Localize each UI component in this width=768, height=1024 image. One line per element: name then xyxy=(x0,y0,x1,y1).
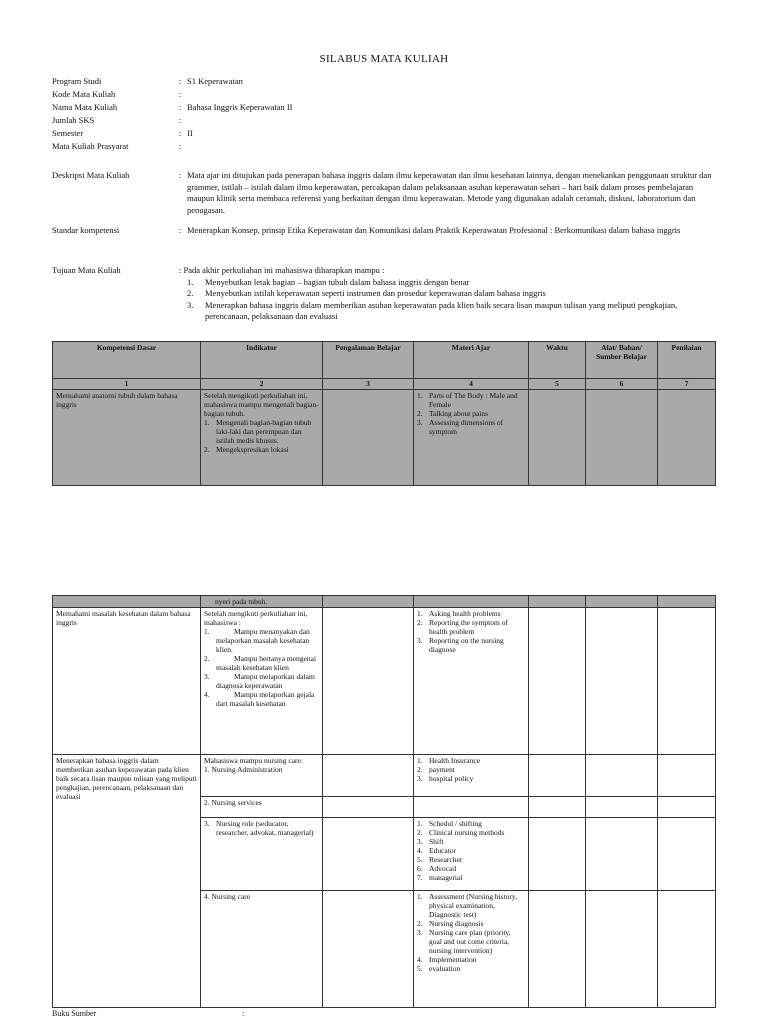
tujuan-block xyxy=(52,265,717,325)
tujuan-item: 3. Menerapkan bahasa inggris dalam memberikan asuhan keperawatan pada klien baik secara lisan maupun tulisan yang meliputi pengkajian, perencanaan, pelaksanaan dan evaluasi xyxy=(187,299,678,321)
materi-cell: 1. Schedul / shifting 2. Clinical nursing methods 3. Shift 4. Educator 5. Researcher 6. Advocad 7. managerial xyxy=(414,818,529,891)
deskripsi-block: Deskripsi Mata Kuliah : Mata ajar ini ditujukan pada penerapan bahasa inggris dalam ilmu keperawatan dan ilmu kesehatan lainnya, dengan menekankan penggunaan struktur dan grammer, istilah – istilah dalam ilmu keperawatan, percakapan dalam pelaksanaan asuhan keperawatan sehari – hari baik dalam proses pembelajaran maupun klinik serta membaca referensi yang berkaitan dengan ilmu keperawatan. Metode yang digunakan adalah ceramah, diskusi, laboratorium dan penugasan. xyxy=(52,170,717,218)
header-alat: Alat/ Bahan/ Sumber Belajar xyxy=(586,342,658,379)
indikator-cell: 4. Nursing care xyxy=(201,891,323,1008)
table-row xyxy=(53,390,716,486)
materi-cell: 1. Assessment (Nursing history, physical examination, Diagnostic test) 2. Nursing diagnosis 3. Nursing care plan (priority, goal and out come criteria, nursing intervention) 4. Implementation 5. evaluation xyxy=(414,891,529,1008)
header-materi: Materi Ajar xyxy=(414,342,529,379)
syllabus-table-1 xyxy=(52,341,716,486)
tujuan-label: Tujuan Mata Kuliah xyxy=(52,265,121,275)
header-waktu: Waktu xyxy=(529,342,586,379)
header-kompetensi: Kompetensi Dasar xyxy=(53,342,201,379)
header-indikator: Indikator xyxy=(201,342,323,379)
standar-label: Standar kompetensi xyxy=(52,225,120,235)
indikator-cell: Mahasiswa mampu nursing care: 1. Nursing Administration xyxy=(201,755,323,797)
materi-cell: 1. Asking health problems 2. Reporting the symptom of health problem 3. Reporting on the nursing diagnose xyxy=(414,608,529,755)
header-penilaian: Penilaian xyxy=(658,342,716,379)
indikator-cell: Setelah mengikuti perkuliahan ini, mahasiswa mampu mengenali bagian-bagian tubuh. 1. Mengenali bagian-bagian tubuh laki-laki dan perempuan dan istilah medis khusus. 2. Mengekspresikan lokasi xyxy=(201,390,323,486)
table-row xyxy=(53,608,716,755)
deskripsi-text: Mata ajar ini ditujukan pada penerapan bahasa inggris dalam ilmu keperawatan dan ilmu kesehatan lainnya, dengan menekankan penggunaan struktur dan grammer, istilah – istilah dalam ilmu keperawatan, percakapan dalam pelaksanaan asuhan keperawatan sehari – hari baik dalam proses pembelajaran maupun klinik serta membaca referensi yang berkaitan dengan ilmu keperawatan. Metode yang digunakan adalah ceramah, diskusi, laboratorium dan penugasan. xyxy=(187,170,712,215)
page-title: SILABUS MATA KULIAH xyxy=(319,53,449,65)
tujuan-item: 1. Menyebutkan letak bagian – bagian tubuh dalam bahasa inggris dengan benar xyxy=(187,276,470,287)
kd-cell: Menerapkan bahasa inggris dalam memberikan asuhan keperawatan pada klien baik secara lisan maupun tulisan yang meliputi pengkajian, perencanaan, pelaksanaan dan evaluasi xyxy=(53,755,201,1008)
table-number-row: 1 2 3 4 5 6 7 xyxy=(53,379,716,390)
indikator-cell: 3. Nursing role (seducator, researcher, advokat, managerial) xyxy=(201,818,323,891)
kd-cell: Memahami anatomi tubuh dalam bahasa inggris xyxy=(53,390,201,486)
table-row xyxy=(53,755,716,797)
tujuan-item: 2. Menyebutkan istilah keperawatan seperti instrumen dan prosedur keperawatan dalam bahasa inggris xyxy=(187,288,546,298)
indikator-cell: 2. Nursing services xyxy=(201,797,323,818)
document-page: SILABUS MATA KULIAH Program Studi : S1 Keperawatan Kode Mata Kuliah : Nama Mata Kuliah : Bahasa Inggris Keperawatan II Jumlah SKS : Semester : II Mata Kuliah Prasyarat : Deskripsi Mata Kuliah : Mata ajar ini ditujukan pada penerapan bahasa inggris dalam ilmu keperawatan dan ilmu kesehatan lainnya, dengan menekankan penggunaan struktur dan grammer, istilah – istilah dalam ilmu keperawatan, percakapan dalam pelaksanaan asuhan keperawatan sehari – hari baik dalam proses pembelajaran maupun klinik serta membaca referensi yang berkaitan dengan ilmu keperawatan. Metode yang digunakan adalah ceramah, diskusi, laboratorium dan penugasan. Standar kompetensi : Menerapkan Konsep, prinsip Etika Keperawatan dan Komunikasi dalam Praktik Keperawatan Profesional : Berkomunikasi dalam bahasa inggris Tujuan Mata Kuliah : Pada akhir perkuliahan ini mahasiswa diharapkan mampu : 1. Menyebutkan letak bagian – bagian tubuh dalam bahasa inggris dengan benar 2. Menyebutkan istilah keperawatan seperti instrumen dan prosedur keperawatan dalam bahasa inggris 3. Menerapkan bahasa inggris dalam memberikan asuhan keperawatan pada klien baik secara lisan maupun tulisan yang meliputi pengkajian, perencanaan, pelaksanaan dan evaluasi Kompetensi Dasar Indikator Pengalaman Belajar Materi Ajar Waktu Alat/ Bahan/ Sumber Belajar Penilaian 1 2 3 4 5 6 7 Memahami anatomi tubuh dalam bahasa inggris Setelah mengikuti perkuliahan ini, mahasiswa mampu mengenali bagian-bagian tubuh. 1. Mengenali bagian-bagian tubuh laki-laki dan perempuan dan istilah medis khusus. 2. Mengekspresikan lokasi 1. Parts of The Body : Male and Female 2. Talking about pains 3. Assessing dimensions of symptom nyeri pada tubuh. Memahami masalah kesehatan dalam bahasa inggris Setelah mengikuti perkuliahan ini, mahasiswa : 1. Mampu menanyakan dan melaporkan masalah kesehatan klien. 2. Mampu bertanya mengenai masalah kesehatan klien 3. Mampu melaporkan dalam diagnosa keperawatan 4. Mampu melaporkan gejala dari masalah kesehatan 1. Asking health problems 2. Reporting the symptom of health problem 3. Reporting on the nursing diagnose Menerapkan bahasa inggris dalam memberikan asuhan keperawatan pada klien baik secara lisan maupun tulisan yang meliputi pengkajian, perencanaan, pelaksanaan dan evaluasi Mahasiswa mampu nursing care: 1. Nursing Administration 1. Health Insurance 2. payment 3. hospital policy 2. Nursing services 3. Nursing role (seducator, researcher, advokat, managerial) 1. Schedul / shifting 2. Clinical nursing methods 3. Shift 4. Educator 5. Researcher 6. Advocad 7. managerial 4. Nursing care 1. Assessment (Nursing history, physical examination, Diagnostic test) 2. Nursing diagnosis 3. Nursing care plan (priority, goal and out come criteria, nursing intervention) 4. Implementation 5. evaluation Buku Sumber : xyxy=(0,0,768,1024)
syllabus-table-2 xyxy=(52,595,716,1008)
kd-cell: Memahami masalah kesehatan dalam bahasa inggris xyxy=(53,608,201,755)
buku-sumber: Buku Sumber : xyxy=(52,1009,245,1018)
deskripsi-label: Deskripsi Mata Kuliah xyxy=(52,170,130,180)
standar-block: Standar kompetensi : Menerapkan Konsep, prinsip Etika Keperawatan dan Komunikasi dalam Praktik Keperawatan Profesional : Berkomunikasi dalam bahasa inggris xyxy=(52,225,717,251)
materi-cell: 1. Health Insurance 2. payment 3. hospital policy xyxy=(414,755,529,797)
materi-cell: 1. Parts of The Body : Male and Female 2. Talking about pains 3. Assessing dimensions of symptom xyxy=(414,390,529,486)
table-header-row xyxy=(53,342,716,379)
header-pengalaman: Pengalaman Belajar xyxy=(323,342,414,379)
indikator-cell: Setelah mengikuti perkuliahan ini, mahasiswa : 1. Mampu menanyakan dan melaporkan masalah kesehatan klien. 2. Mampu bertanya mengenai masalah kesehatan klien 3. Mampu melaporkan dalam diagnosa keperawatan 4. Mampu melaporkan gejala dari masalah kesehatan xyxy=(201,608,323,755)
standar-text: Menerapkan Konsep, prinsip Etika Keperawatan dan Komunikasi dalam Praktik Keperawatan Profesional : Berkomunikasi dalam bahasa inggris xyxy=(187,225,681,235)
tujuan-intro: : Pada akhir perkuliahan ini mahasiswa diharapkan mampu : xyxy=(179,265,385,275)
table-row: nyeri pada tubuh. xyxy=(53,596,716,608)
